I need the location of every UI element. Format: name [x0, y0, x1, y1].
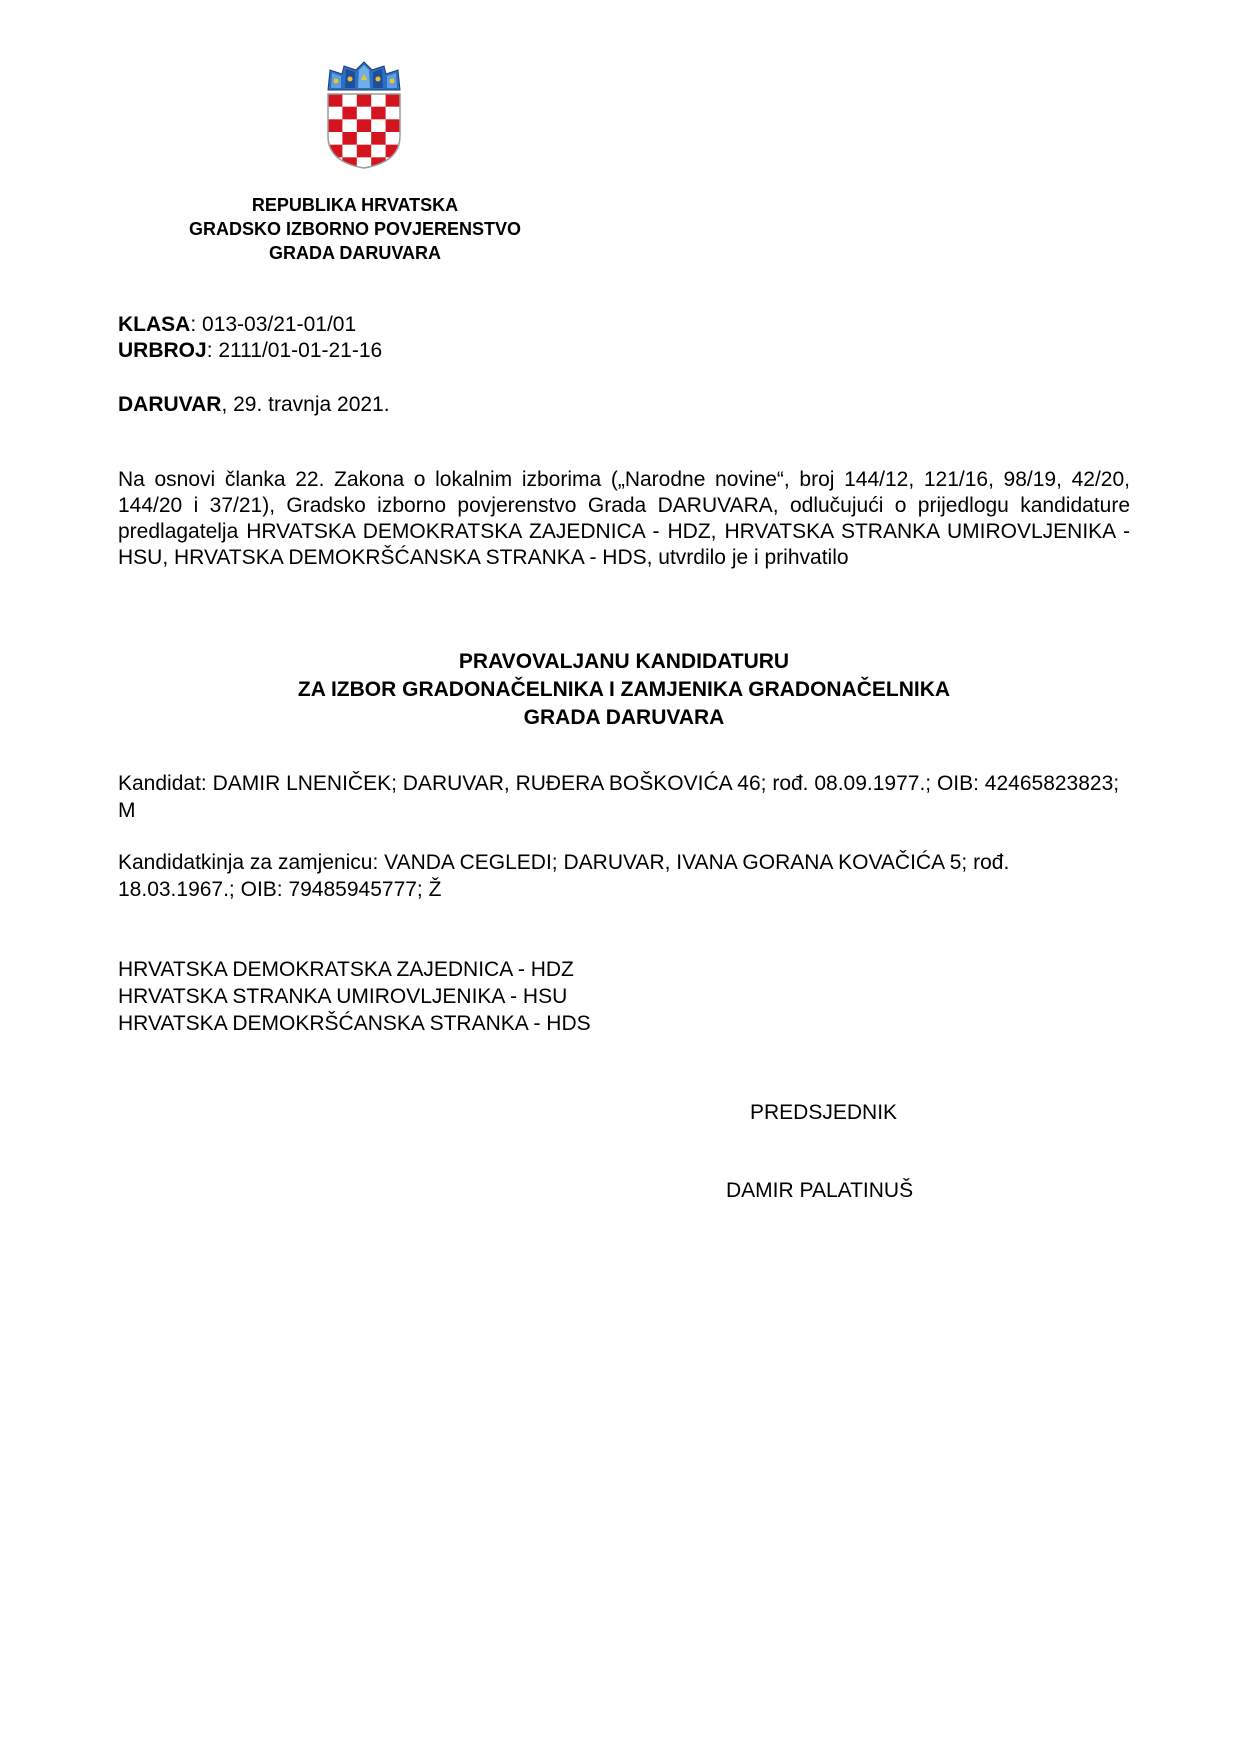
- coat-of-arms-icon: [322, 58, 406, 170]
- header-line-2: GRADSKO IZBORNO POVJERENSTVO: [188, 219, 522, 239]
- checker-square: [386, 119, 400, 132]
- intro-paragraph: Na osnovi članka 22. Zakona o lokalnim izborima („Narodne novine“, broj 144/12, 121/16, 98/19, 42/20, 144/20 i 37/21), Gradsko izborno povjerenstvo Grada DARUVARA, odlučujući o prijedlogu kandidature predlagatelja HRVATSKA DEMOKRATSKA ZAJEDNICA - HDZ, HRVATSKA STRANKA UMIROVLJENIKA - HSU, HRVATSKA DEMOKRŠĆANSKA STRANKA - HDS, utvrdilo je i prihvatilo: [118, 468, 1130, 569]
- candidate-line: Kandidat: DAMIR LNENIČEK; DARUVAR, RUĐERA BOŠKOVIĆA 46; rođ. 08.09.1977.; OIB: 42465823823; M: [118, 772, 1120, 822]
- place-date-line: [118, 392, 390, 418]
- decision-title: [118, 648, 1130, 732]
- klasa-value: : 013-03/21-01/01: [190, 313, 357, 336]
- party-item: HRVATSKA STRANKA UMIROVLJENIKA - HSU: [118, 985, 568, 1008]
- date-value: , 29. travnja 2021.: [221, 393, 390, 416]
- urbroj-value: : 2111/01-01-21-16: [206, 339, 383, 362]
- checker-square: [386, 94, 400, 107]
- urbroj-line: [118, 338, 382, 364]
- place-label: DARUVAR: [118, 393, 222, 416]
- checker-square: [357, 94, 371, 107]
- klasa-line: [118, 312, 356, 338]
- checker-square: [342, 107, 356, 120]
- title-line-2: ZA IZBOR GRADONAČELNIKA I ZAMJENIKA GRADONAČELNIKA: [297, 678, 951, 701]
- party-item: HRVATSKA DEMOKRŠĆANSKA STRANKA - HDS: [118, 1012, 591, 1035]
- checker-square: [328, 119, 342, 132]
- checker-square: [371, 132, 385, 145]
- issuer-header: [110, 193, 600, 265]
- checker-square: [342, 132, 356, 145]
- checker-square: [357, 119, 371, 132]
- party-list: [118, 956, 591, 1037]
- urbroj-label: URBROJ: [118, 339, 207, 362]
- title-line-3: GRADA DARUVARA: [523, 706, 725, 729]
- crown: [328, 62, 400, 90]
- checker-square: [328, 94, 342, 107]
- title-line-1: PRAVOVALJANU KANDIDATURU: [458, 650, 790, 673]
- checker-square: [357, 145, 371, 158]
- signature-role: PREDSJEDNIK: [750, 1101, 898, 1124]
- signature-name: DAMIR PALATINUŠ: [726, 1179, 914, 1202]
- checker-square: [371, 107, 385, 120]
- party-item: HRVATSKA DEMOKRATSKA ZAJEDNICA - HDZ: [118, 958, 574, 981]
- header-line-1: REPUBLIKA HRVATSKA: [251, 195, 459, 215]
- deputy-line: Kandidatkinja za zamjenicu: VANDA CEGLEDI; DARUVAR, IVANA GORANA KOVAČIĆA 5; rođ. 18.03.1967.; OIB: 79485945777; Ž: [118, 851, 1010, 901]
- klasa-label: KLASA: [118, 313, 191, 336]
- header-line-3: GRADA DARUVARA: [269, 243, 441, 263]
